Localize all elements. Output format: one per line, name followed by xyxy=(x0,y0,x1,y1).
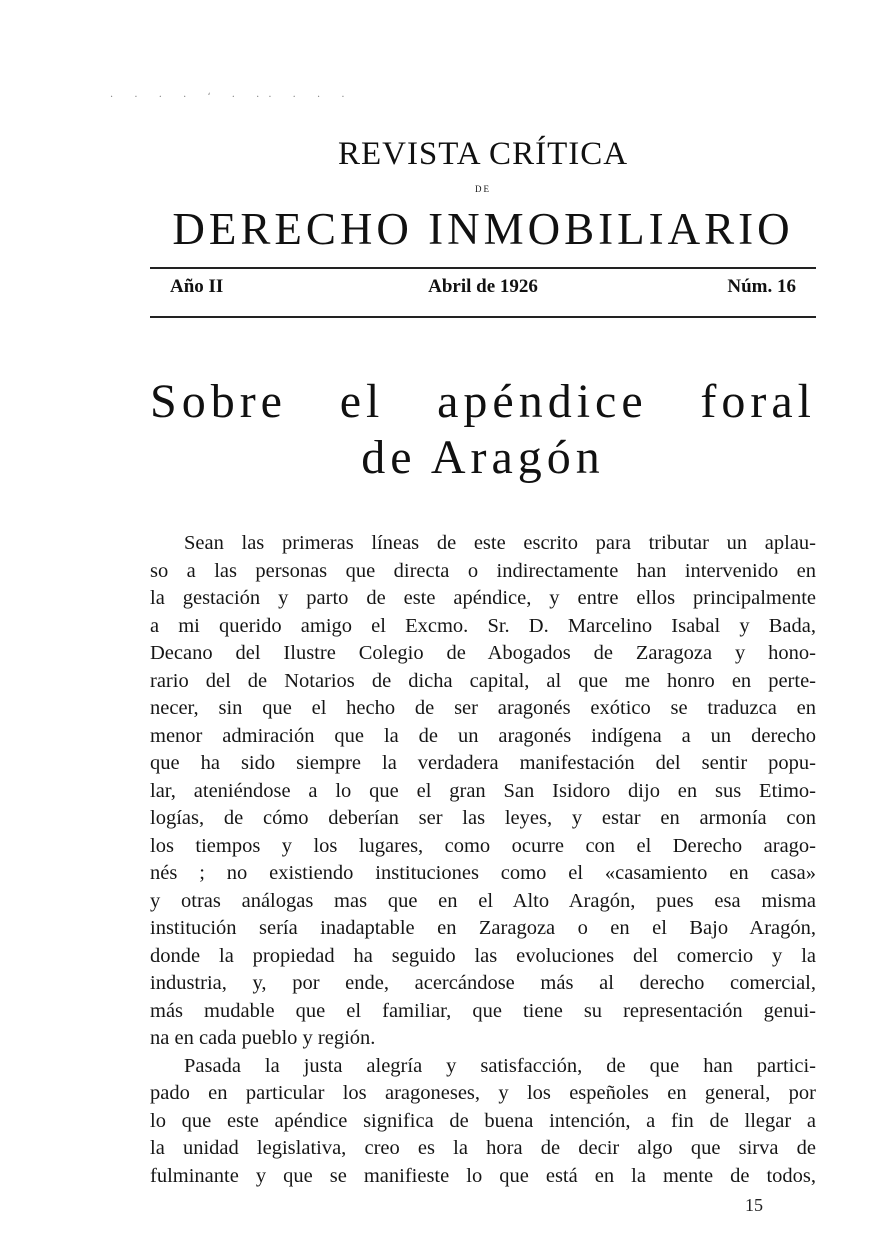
header-rule-bottom xyxy=(150,316,816,318)
body-line: a mi querido amigo el Excmo. Sr. D. Marcelino Isabal y Bada, xyxy=(150,614,816,637)
article-title xyxy=(150,374,816,486)
issue-date: Abril de 1926 xyxy=(428,276,538,297)
body-line: lar, ateniéndose a lo que el gran San Isidoro dijo en sus Etimo- xyxy=(150,779,816,802)
body-line: fulminante y que se manifieste lo que está en la mente de todos, xyxy=(150,1164,816,1187)
body-line: menor admiración que la de un aragonés indígena a un derecho xyxy=(150,724,816,747)
body-line: más mudable que el familiar, que tiene su representación genui- xyxy=(150,999,816,1022)
body-line: la unidad legislativa, creo es la hora de decir algo que sirva de xyxy=(150,1137,816,1159)
header-rule-top xyxy=(150,267,816,269)
body-line: Pasada la justa alegría y satisfacción, de que han partici- xyxy=(184,1054,816,1077)
body-line: Decano del Ilustre Colegio de Abogados de Zaragoza y hono- xyxy=(150,642,816,664)
journal-title-line2: DERECHO INMOBILIARIO xyxy=(172,204,794,254)
journal-title-de: DE xyxy=(475,184,491,194)
body-line: los tiempos y los lugares, como ocurre con el Derecho arago- xyxy=(150,834,816,857)
page-number: 15 xyxy=(745,1195,763,1215)
body-line: industria, y, por ende, acercándose más al derecho comercial, xyxy=(150,972,816,994)
body-line: rario del de Notarios de dicha capital, al que me honro en perte- xyxy=(150,669,816,692)
scan-specks: · · · · ‘ · ·· · · · xyxy=(110,92,354,103)
body-line: nés ; no existiendo instituciones como el «casamiento en casa» xyxy=(150,862,816,884)
article-body xyxy=(150,530,816,1190)
article-title-line1: Sobre el apéndice foral xyxy=(150,375,816,428)
article-title-line2: de Aragón xyxy=(361,431,605,484)
body-line: institución sería inadaptable en Zaragoza o en el Bajo Aragón, xyxy=(150,917,816,939)
body-line: lo que este apéndice significa de buena intención, a fin de llegar a xyxy=(150,1109,816,1132)
body-line: na en cada pueblo y región. xyxy=(150,1027,376,1049)
body-line: pado en particular los aragoneses, y los espeñoles en general, por xyxy=(150,1082,816,1104)
body-line: logías, de cómo deberían ser las leyes, y estar en armonía con xyxy=(150,807,816,829)
body-line: que ha sido siempre la verdadera manifestación del sentir popu- xyxy=(150,752,816,774)
issue-info xyxy=(150,276,816,306)
issue-year: Año II xyxy=(170,276,224,297)
body-line: necer, sin que el hecho de ser aragonés exótico se traduzca en xyxy=(150,697,816,719)
issue-number: Núm. 16 xyxy=(727,276,796,297)
journal-title-line1: REVISTA CRÍTICA xyxy=(337,136,629,172)
body-line: donde la propiedad ha seguido las evoluciones del comercio y la xyxy=(150,944,816,967)
body-line: Sean las primeras líneas de este escrito para tributar un aplau- xyxy=(184,532,816,554)
body-line: so a las personas que directa o indirectamente han intervenido en xyxy=(150,559,816,582)
body-line: y otras análogas mas que en el Alto Aragón, pues esa misma xyxy=(150,889,816,912)
body-line: la gestación y parto de este apéndice, y entre ellos principalmente xyxy=(150,587,816,609)
